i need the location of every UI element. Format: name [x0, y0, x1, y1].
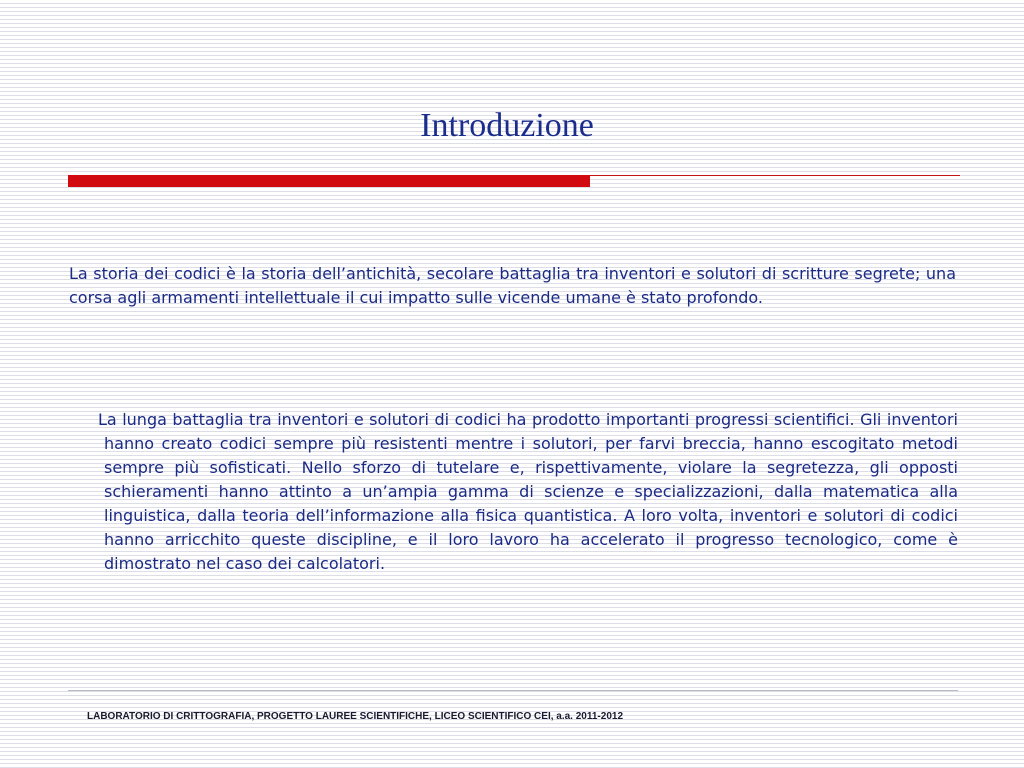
slide-title: Introduzione — [420, 107, 594, 144]
title-accent-bar — [68, 175, 590, 187]
title-underline — [590, 175, 960, 176]
footer-text: LABORATORIO DI CRITTOGRAFIA, PROGETTO LAUREE SCIENTIFICHE, LICEO SCIENTIFICO CEI, a.a. 2011-2012 — [87, 711, 624, 722]
intro-paragraph: La storia dei codici è la storia dell’antichità, secolare battaglia tra inventori e solutori di scritture segrete; una corsa agli armamenti intellettuale il cui impatto sulle vicende umane è stato profondo. — [69, 264, 956, 307]
footer-divider — [68, 690, 958, 691]
body-paragraph: La lunga battaglia tra inventori e solutori di codici ha prodotto importanti progressi scientifici. Gli inventori hanno creato codici sempre più resistenti mentre i solutori, per farvi breccia, hanno escogitato metodi sempre più sofisticati. Nello sforzo di tutelare e, rispettivamente, violare la segretezza, gli opposti schieramenti hanno attinto a un’ampia gamma di scienze e specializzazioni, dalla matematica alla linguistica, dalla teoria dell’informazione alla fisica quantistica. A loro volta, inventori e solutori di codici hanno arricchito queste discipline, e il loro lavoro ha accelerato il progresso tecnologico, come è dimostrato nel caso dei calcolatori. — [98, 410, 958, 573]
